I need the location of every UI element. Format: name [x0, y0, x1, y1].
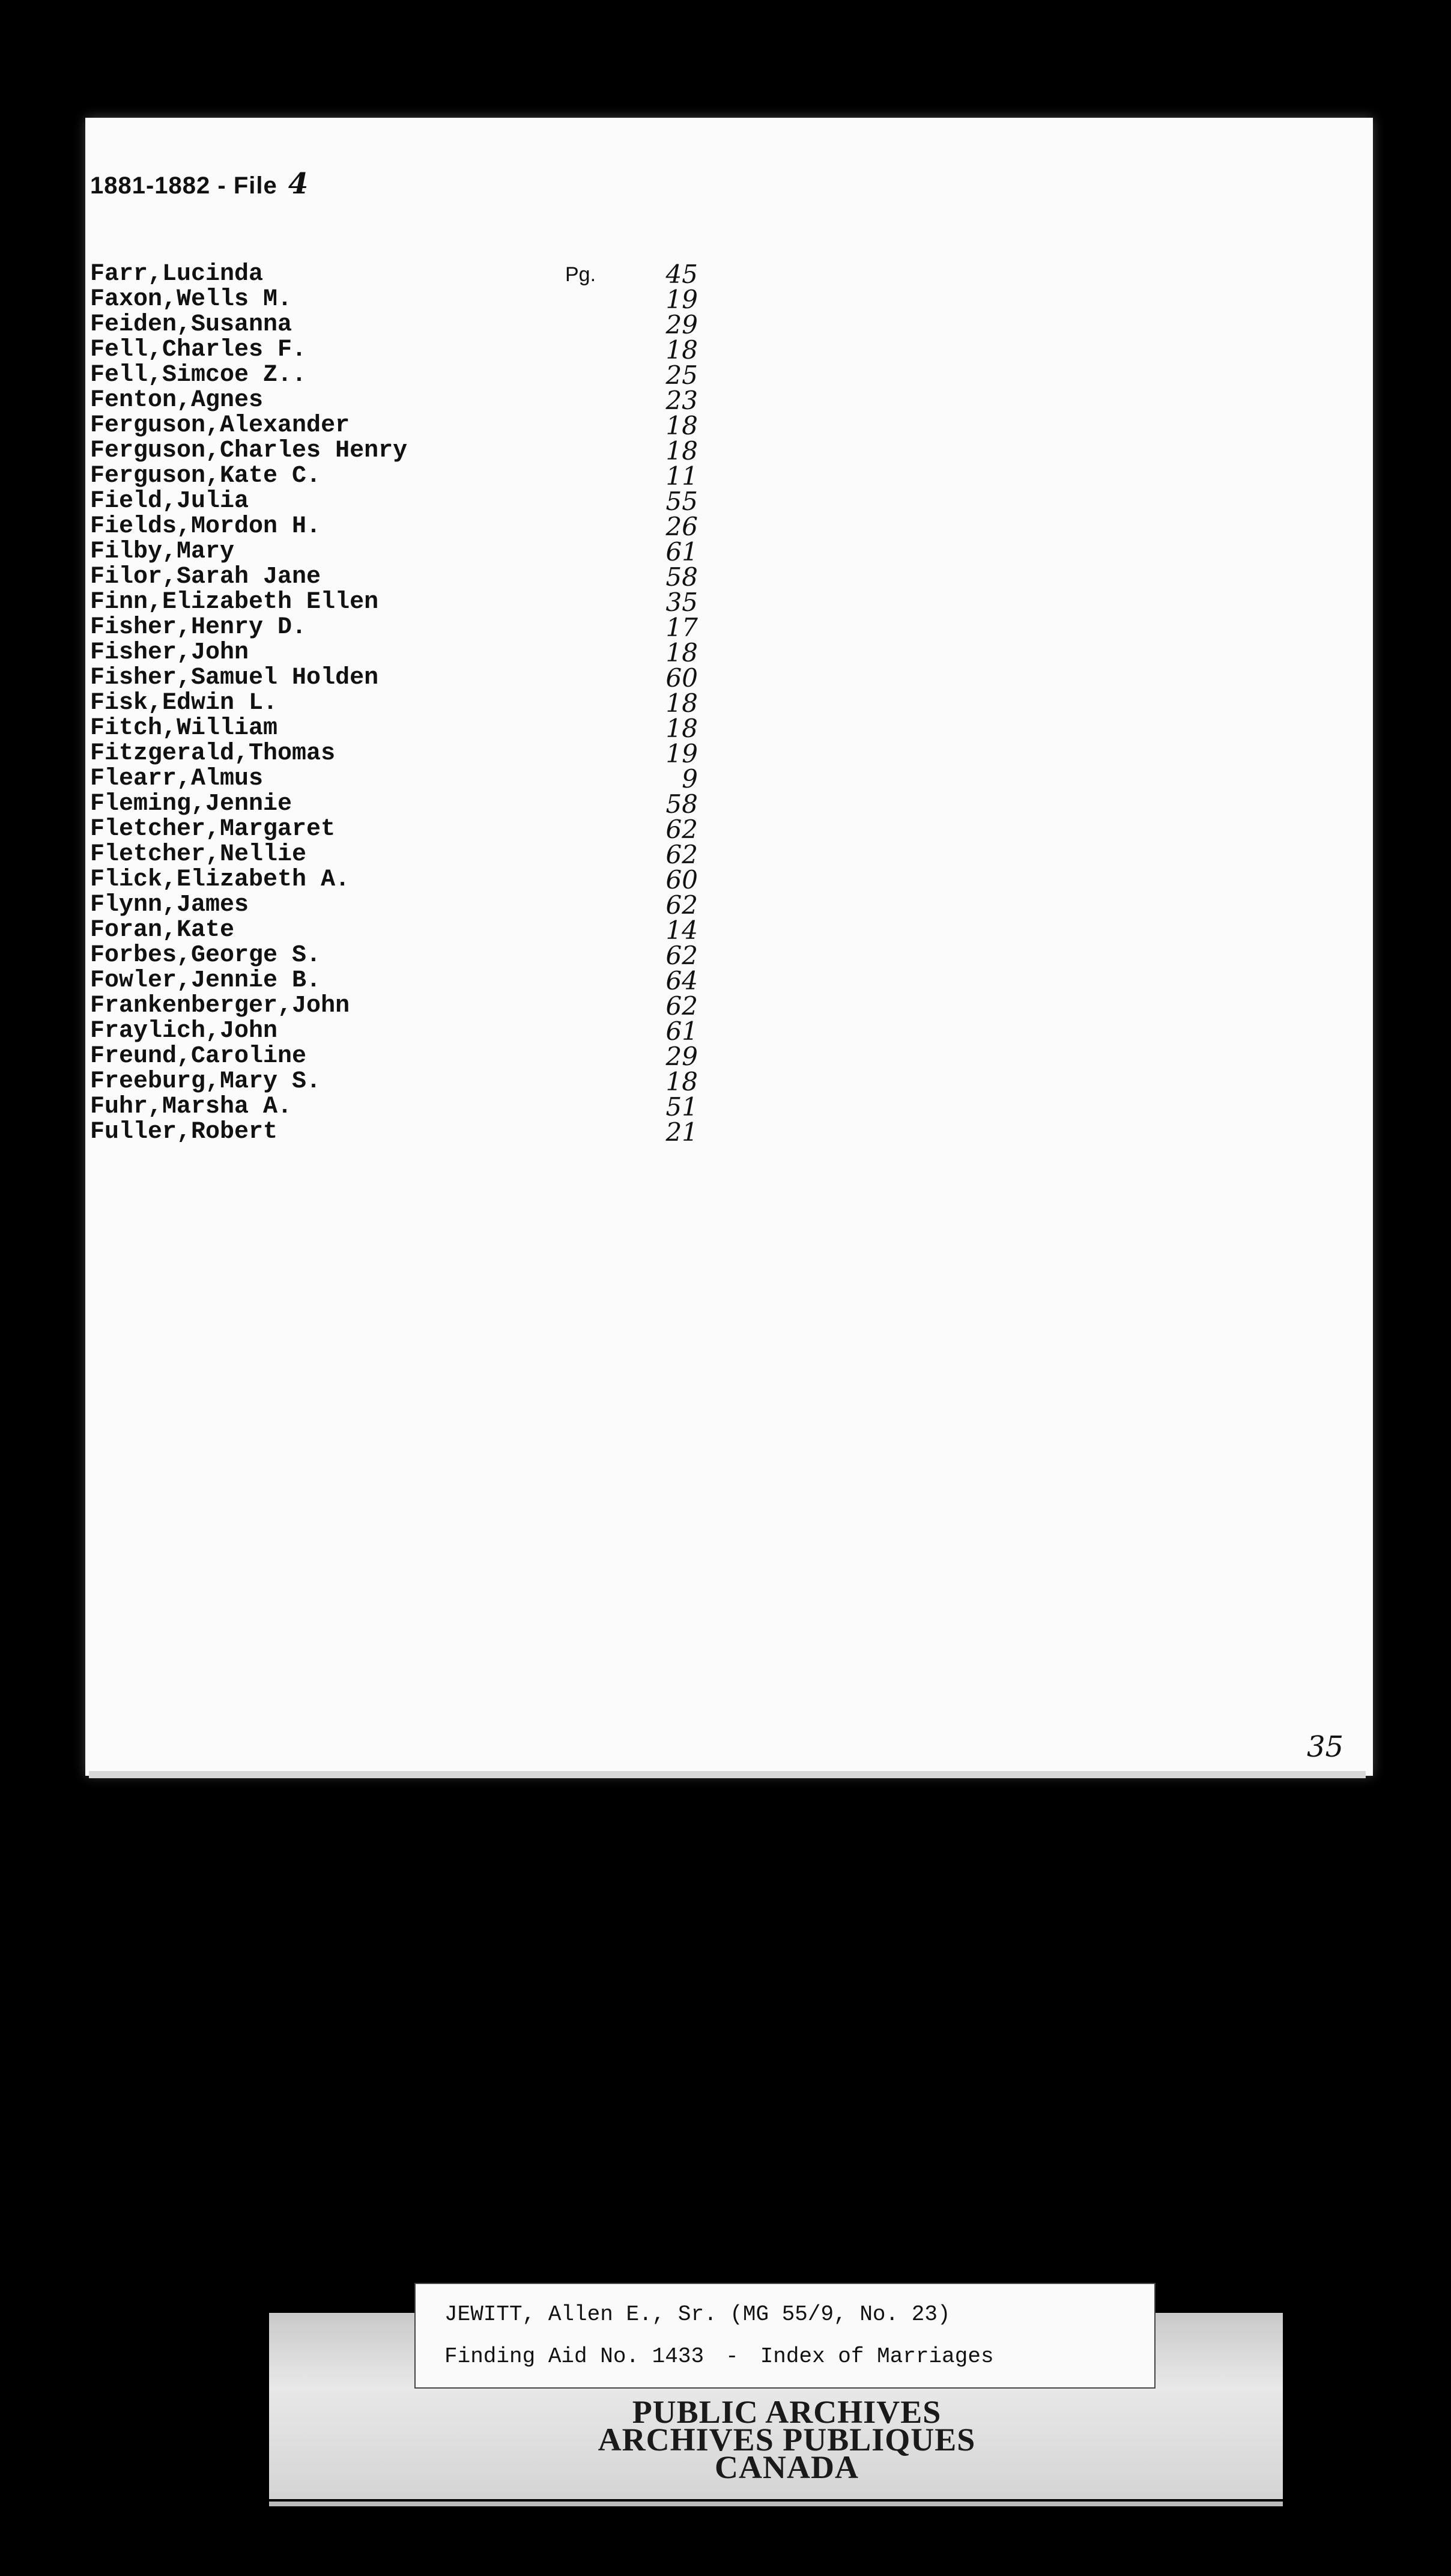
entry-page-number: 61 [665, 1016, 698, 1046]
entry-name: Fuhr,Marsha A. [90, 1093, 292, 1120]
stamp-line-3: CANADA [715, 2449, 859, 2485]
entry-name: Fitzgerald,Thomas [90, 740, 336, 767]
header-text: 1881-1882 - File [90, 172, 277, 199]
entry-name: Fowler,Jennie B. [90, 967, 321, 994]
entry-page-number: 19 [665, 285, 698, 314]
entry-page-number: 19 [665, 739, 698, 768]
index-entry [90, 1067, 698, 1096]
label-dash: - [726, 2344, 739, 2369]
entry-name: Fleming,Jennie [90, 791, 292, 818]
index-entry [90, 714, 698, 743]
index-entry [90, 335, 698, 365]
entry-name: Flick,Elizabeth A. [90, 866, 350, 893]
stamp-line-2: ARCHIVES PUBLIQUES [598, 2422, 976, 2458]
index-entry [90, 588, 698, 617]
entry-name: Fletcher,Nellie [90, 841, 307, 868]
index-entry [90, 966, 698, 995]
header-file-number: 4 [288, 167, 309, 201]
finding-aid-label [414, 2283, 1156, 2389]
entry-name: Fisk,Edwin L. [90, 690, 278, 717]
index-entry [90, 562, 698, 592]
index-entry [90, 815, 698, 844]
entry-page-number: 64 [665, 966, 698, 995]
entry-name: Freund,Caroline [90, 1043, 307, 1070]
entry-name: Fell,Simcoe Z.. [90, 362, 307, 389]
index-entry [90, 663, 698, 693]
index-entry [90, 386, 698, 415]
entry-page-number: 14 [665, 916, 698, 945]
index-entry [90, 991, 698, 1021]
index-entry [90, 1016, 698, 1046]
entry-name: Fields,Mordon H. [90, 513, 321, 540]
index-entry [90, 764, 698, 794]
index-entry [90, 865, 698, 895]
label-collection-line: JEWITT, Allen E., Sr. (MG 55/9, No. 23) [444, 2302, 951, 2327]
label-finding-aid-line [444, 2344, 994, 2369]
entry-page-number: 18 [665, 1067, 698, 1096]
entry-page-number: 18 [665, 688, 698, 718]
entry-page-number: 29 [665, 310, 698, 339]
index-entry [90, 411, 698, 440]
index-entry [90, 461, 698, 491]
index-entry [90, 840, 698, 869]
index-entry [90, 310, 698, 339]
entry-page-number: 58 [665, 789, 698, 819]
entry-page-number: 25 [665, 360, 698, 390]
index-entry [90, 285, 698, 314]
entry-name: Fitch,William [90, 715, 278, 742]
entry-page-number: 60 [665, 663, 698, 693]
index-entry [90, 436, 698, 466]
index-entry [90, 537, 698, 567]
entry-page-number: 45 [665, 260, 698, 289]
entry-page-number: 21 [665, 1117, 698, 1147]
entry-name: Fraylich,John [90, 1018, 278, 1045]
entry-name: Feiden,Susanna [90, 311, 292, 338]
entry-name: Flearr,Almus [90, 765, 264, 792]
entry-page-number: 18 [665, 638, 698, 667]
index-entry [90, 260, 698, 289]
folio-number: 35 [1307, 1730, 1344, 1764]
entry-page-number: 26 [665, 512, 698, 541]
entry-name: Fuller,Robert [90, 1119, 278, 1146]
entry-name: Faxon,Wells M. [90, 286, 292, 313]
entry-page-number: 61 [665, 537, 698, 567]
entry-page-number: 9 [682, 764, 698, 794]
label-index-title: Index of Marriages [760, 2344, 994, 2369]
entry-page-number: 51 [665, 1092, 698, 1122]
index-entry [90, 1042, 698, 1071]
index-entry [90, 688, 698, 718]
index-entry [90, 1117, 698, 1147]
entry-name: Filor,Sarah Jane [90, 564, 321, 591]
entry-page-number: 17 [665, 613, 698, 642]
entry-page-number: 18 [665, 335, 698, 365]
entry-page-number: 62 [665, 840, 698, 869]
entry-name: Flynn,James [90, 892, 249, 919]
entry-page-number: 18 [665, 411, 698, 440]
entry-name: Freeburg,Mary S. [90, 1068, 321, 1095]
entry-page-number: 23 [665, 386, 698, 415]
index-entry [90, 487, 698, 516]
index-entry [90, 890, 698, 920]
entry-name: Forbes,George S. [90, 942, 321, 969]
public-archives-stamp [541, 2394, 1033, 2485]
entry-name: Fisher,Henry D. [90, 614, 307, 641]
entry-page-number: 60 [665, 865, 698, 895]
entry-page-number: 29 [665, 1042, 698, 1071]
entry-page-number: 18 [665, 436, 698, 466]
entry-name: Ferguson,Charles Henry [90, 437, 408, 464]
entry-name: Filby,Mary [90, 538, 235, 565]
index-entry [90, 1092, 698, 1122]
entry-name: Fletcher,Margaret [90, 816, 336, 843]
page-edge [89, 1771, 1366, 1778]
entry-page-number: 62 [665, 815, 698, 844]
index-entry [90, 360, 698, 390]
index-entry [90, 941, 698, 970]
entry-name: Fenton,Agnes [90, 387, 264, 414]
entry-name: Fisher,Samuel Holden [90, 664, 379, 691]
entry-name: Finn,Elizabeth Ellen [90, 589, 379, 616]
entry-name: Foran,Kate [90, 917, 235, 944]
index-entry [90, 916, 698, 945]
entry-name: Frankenberger,John [90, 992, 350, 1019]
entry-name: Farr,Lucinda [90, 261, 264, 288]
index-list [90, 260, 698, 1147]
index-entry [90, 638, 698, 667]
entry-page-number: 11 [665, 461, 698, 491]
entry-page-number: 18 [665, 714, 698, 743]
index-entry [90, 739, 698, 768]
index-entry [90, 789, 698, 819]
entry-name: Field,Julia [90, 488, 249, 515]
bottom-rule [269, 2502, 1283, 2506]
label-finding-aid-number: Finding Aid No. 1433 [444, 2344, 704, 2369]
page-header [90, 167, 309, 201]
entry-page-number: 62 [665, 890, 698, 920]
stamp-line-1: PUBLIC ARCHIVES [632, 2394, 942, 2430]
entry-page-number: 58 [665, 562, 698, 592]
entry-name: Ferguson,Alexander [90, 412, 350, 439]
entry-page-number: 62 [665, 941, 698, 970]
entry-page-number: 62 [665, 991, 698, 1021]
index-entry [90, 613, 698, 642]
entry-name: Ferguson,Kate C. [90, 463, 321, 490]
entry-page-number: 55 [665, 487, 698, 516]
entry-name: Fisher,John [90, 639, 249, 666]
entry-name: Fell,Charles F. [90, 336, 307, 363]
index-entry [90, 512, 698, 541]
page-label: Pg. [565, 263, 596, 286]
entry-page-number: 35 [665, 588, 698, 617]
